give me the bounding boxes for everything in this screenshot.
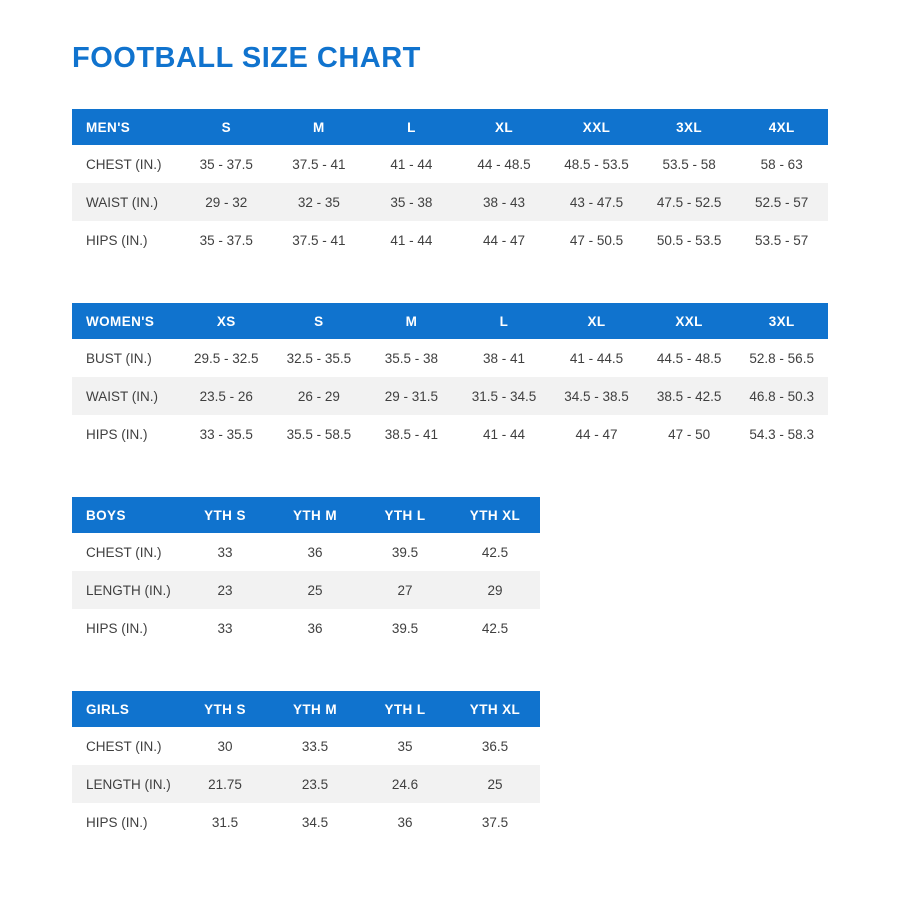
row-label: HIPS (IN.) (72, 803, 180, 841)
table-header-cell: XXL (643, 303, 736, 339)
row-label: CHEST (IN.) (72, 533, 180, 571)
table-cell: 29.5 - 32.5 (180, 339, 273, 377)
table-cell: 26 - 29 (273, 377, 366, 415)
table-cell: 52.8 - 56.5 (735, 339, 828, 377)
table-header-row (72, 303, 828, 339)
table-header-cell: L (365, 109, 458, 145)
table-row (72, 339, 828, 377)
table-header-cell: YTH S (180, 497, 270, 533)
table-cell: 44 - 47 (550, 415, 643, 453)
table-cell: 25 (270, 571, 360, 609)
mens-size-table (72, 109, 828, 259)
table-cell: 25 (450, 765, 540, 803)
table-cell: 35.5 - 58.5 (273, 415, 366, 453)
table-cell: 23 (180, 571, 270, 609)
table-header-cell: 4XL (735, 109, 828, 145)
table-header-cell: YTH M (270, 691, 360, 727)
table-header-row (72, 109, 828, 145)
table-row (72, 765, 540, 803)
table-cell: 23.5 (270, 765, 360, 803)
table-cell: 37.5 (450, 803, 540, 841)
table-cell: 42.5 (450, 609, 540, 647)
table-cell: 33 - 35.5 (180, 415, 273, 453)
row-label: CHEST (IN.) (72, 727, 180, 765)
table-row (72, 377, 828, 415)
table-row (72, 221, 828, 259)
table-cell: 34.5 (270, 803, 360, 841)
table-cell: 37.5 - 41 (273, 145, 366, 183)
table-row (72, 609, 540, 647)
table-cell: 36 (270, 533, 360, 571)
table-cell: 39.5 (360, 609, 450, 647)
table-header-cell: YTH S (180, 691, 270, 727)
table-cell: 48.5 - 53.5 (550, 145, 643, 183)
row-label: BUST (IN.) (72, 339, 180, 377)
table-row (72, 533, 540, 571)
table-cell: 47 - 50.5 (550, 221, 643, 259)
table-cell: 32 - 35 (273, 183, 366, 221)
table-cell: 27 (360, 571, 450, 609)
table-cell: 41 - 44.5 (550, 339, 643, 377)
table-cell: 29 (450, 571, 540, 609)
table-cell: 33.5 (270, 727, 360, 765)
table-cell: 42.5 (450, 533, 540, 571)
table-cell: 24.6 (360, 765, 450, 803)
page-title: FOOTBALL SIZE CHART (72, 42, 421, 74)
table-cell: 46.8 - 50.3 (735, 377, 828, 415)
table-cell: 44 - 47 (458, 221, 551, 259)
table-cell: 36 (360, 803, 450, 841)
table-header-cell: WOMEN'S (72, 303, 180, 339)
table-cell: 44.5 - 48.5 (643, 339, 736, 377)
table-cell: 38 - 43 (458, 183, 551, 221)
table-cell: 47.5 - 52.5 (643, 183, 736, 221)
table-cell: 34.5 - 38.5 (550, 377, 643, 415)
row-label: WAIST (IN.) (72, 377, 180, 415)
table-header-row (72, 691, 540, 727)
table-cell: 36.5 (450, 727, 540, 765)
table-cell: 23.5 - 26 (180, 377, 273, 415)
table-header-cell: XL (458, 109, 551, 145)
table-cell: 35.5 - 38 (365, 339, 458, 377)
table-row (72, 145, 828, 183)
table-cell: 21.75 (180, 765, 270, 803)
row-label: WAIST (IN.) (72, 183, 180, 221)
table-cell: 44 - 48.5 (458, 145, 551, 183)
table-header-cell: XS (180, 303, 273, 339)
table-cell: 29 - 31.5 (365, 377, 458, 415)
table-header-cell: XL (550, 303, 643, 339)
table-cell: 53.5 - 58 (643, 145, 736, 183)
table-cell: 41 - 44 (365, 145, 458, 183)
table-cell: 52.5 - 57 (735, 183, 828, 221)
table-row (72, 571, 540, 609)
row-label: HIPS (IN.) (72, 221, 180, 259)
table-header-cell: YTH M (270, 497, 360, 533)
table-header-cell: S (273, 303, 366, 339)
table-cell: 38.5 - 41 (365, 415, 458, 453)
table-cell: 58 - 63 (735, 145, 828, 183)
table-cell: 33 (180, 609, 270, 647)
table-cell: 37.5 - 41 (273, 221, 366, 259)
table-cell: 33 (180, 533, 270, 571)
table-cell: 38 - 41 (458, 339, 551, 377)
table-header-row (72, 497, 540, 533)
boys-size-table (72, 497, 540, 647)
table-header-cell: 3XL (735, 303, 828, 339)
row-label: LENGTH (IN.) (72, 765, 180, 803)
table-cell: 39.5 (360, 533, 450, 571)
table-cell: 35 (360, 727, 450, 765)
row-label: CHEST (IN.) (72, 145, 180, 183)
table-header-cell: YTH XL (450, 497, 540, 533)
table-cell: 31.5 - 34.5 (458, 377, 551, 415)
table-row (72, 803, 540, 841)
table-header-cell: 3XL (643, 109, 736, 145)
table-cell: 50.5 - 53.5 (643, 221, 736, 259)
row-label: HIPS (IN.) (72, 415, 180, 453)
table-cell: 41 - 44 (365, 221, 458, 259)
table-row (72, 415, 828, 453)
table-cell: 41 - 44 (458, 415, 551, 453)
row-label: HIPS (IN.) (72, 609, 180, 647)
table-cell: 47 - 50 (643, 415, 736, 453)
table-cell: 29 - 32 (180, 183, 273, 221)
table-row (72, 183, 828, 221)
table-cell: 35 - 38 (365, 183, 458, 221)
table-cell: 54.3 - 58.3 (735, 415, 828, 453)
table-cell: 32.5 - 35.5 (273, 339, 366, 377)
table-header-cell: S (180, 109, 273, 145)
table-cell: 31.5 (180, 803, 270, 841)
table-cell: 53.5 - 57 (735, 221, 828, 259)
table-header-cell: XXL (550, 109, 643, 145)
table-cell: 36 (270, 609, 360, 647)
table-header-cell: YTH L (360, 691, 450, 727)
table-header-cell: MEN'S (72, 109, 180, 145)
table-cell: 35 - 37.5 (180, 145, 273, 183)
table-header-cell: M (365, 303, 458, 339)
table-header-cell: YTH XL (450, 691, 540, 727)
table-header-cell: BOYS (72, 497, 180, 533)
table-header-cell: GIRLS (72, 691, 180, 727)
girls-size-table (72, 691, 540, 841)
table-header-cell: YTH L (360, 497, 450, 533)
table-cell: 30 (180, 727, 270, 765)
row-label: LENGTH (IN.) (72, 571, 180, 609)
table-header-cell: L (458, 303, 551, 339)
womens-size-table (72, 303, 828, 453)
table-cell: 35 - 37.5 (180, 221, 273, 259)
table-header-cell: M (273, 109, 366, 145)
table-cell: 38.5 - 42.5 (643, 377, 736, 415)
table-cell: 43 - 47.5 (550, 183, 643, 221)
table-row (72, 727, 540, 765)
